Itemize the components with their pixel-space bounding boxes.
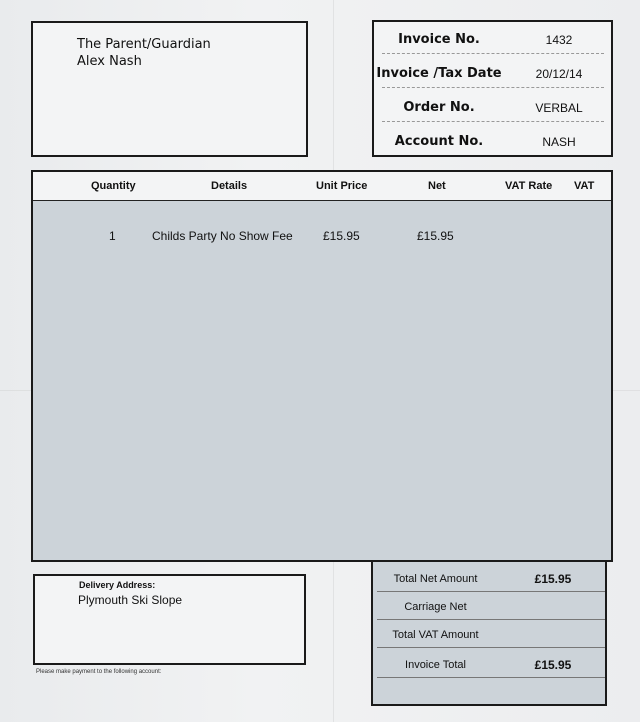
customer-name: Alex Nash [77,54,142,69]
delivery-address-box [33,574,306,665]
invoice-meta-box [372,20,613,157]
meta-row-invoice-date [374,56,611,90]
header-vat: VAT [574,180,595,192]
cell-unit-price: £15.95 [323,229,360,243]
total-label: Invoice Total [405,659,466,671]
cell-quantity: 1 [109,229,116,243]
meta-value: 1432 [545,33,573,47]
meta-row-order-no [374,90,611,124]
header-unit-price: Unit Price [316,180,368,192]
totals-box [371,560,607,706]
total-label: Total VAT Amount [392,629,479,641]
meta-value: 20/12/14 [535,67,583,81]
meta-value: VERBAL [535,101,583,115]
payment-note: Please make payment to the following account: [36,669,162,675]
meta-row-invoice-no [374,22,611,56]
header-vat-rate: VAT Rate [505,180,553,192]
total-vat-row [373,620,605,648]
divider [377,677,605,678]
divider [382,53,604,54]
divider [377,647,605,648]
meta-label: Account No. [394,134,484,149]
meta-label: Order No. [403,100,475,115]
divider [382,121,604,122]
total-label: Carriage Net [404,601,467,613]
customer-address-box [31,21,308,157]
table-header [33,172,611,201]
total-value: £15.95 [534,658,572,672]
meta-label: Invoice /Tax Date [376,66,502,81]
cell-details: Childs Party No Show Fee [152,229,293,243]
cell-net: £15.95 [417,229,454,243]
meta-row-account-no [374,124,611,158]
carriage-net-row [373,592,605,620]
total-label: Total Net Amount [393,573,478,585]
total-net-row [373,564,605,592]
delivery-address: Plymouth Ski Slope [78,593,183,607]
meta-value: NASH [542,135,576,149]
invoice-total-row [373,650,605,678]
line-items-table [31,170,613,562]
divider [382,87,604,88]
header-quantity: Quantity [91,180,136,192]
header-details: Details [211,180,248,192]
meta-label: Invoice No. [398,32,480,47]
header-net: Net [428,180,446,192]
total-value: £15.95 [534,572,572,586]
delivery-label: Delivery Address: [79,580,156,590]
customer-line-1: The Parent/Guardian [77,37,211,52]
